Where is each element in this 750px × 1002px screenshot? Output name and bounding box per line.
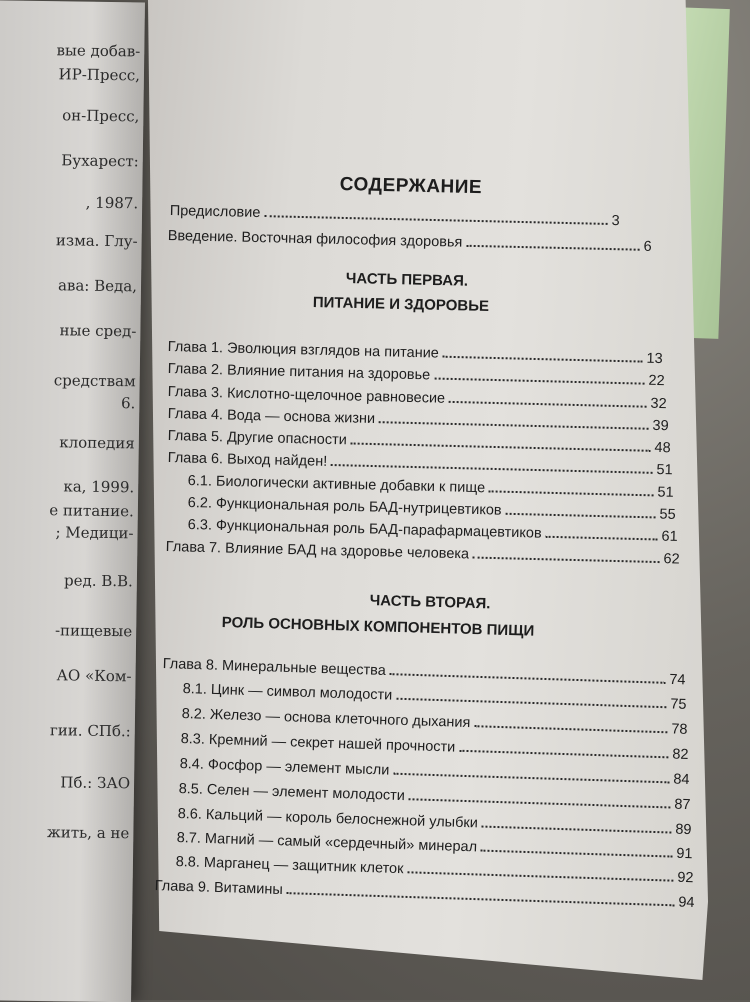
toc-entry-label: 8.7. Магний — самый «сердечный» минерал xyxy=(176,829,478,856)
toc-entry-label: 6.1. Биологически активные добавки к пище xyxy=(187,472,486,497)
toc-entry-label: 6.3. Функциональная роль БАД-парафармацевтиков xyxy=(187,516,542,542)
left-page-line: е питание. xyxy=(49,501,135,521)
toc-page-number: 13 xyxy=(646,350,663,368)
dot-leader xyxy=(505,502,655,519)
toc-page-number: 91 xyxy=(676,845,693,863)
dot-leader xyxy=(443,345,643,363)
left-page-line: 6. xyxy=(120,394,136,413)
left-page-line: Пб.: ЗАО xyxy=(60,773,131,793)
toc-page-number: 51 xyxy=(657,484,674,501)
dot-leader xyxy=(473,546,660,564)
toc-entry-label: Глава 5. Другие опасности xyxy=(167,427,347,449)
dot-leader xyxy=(407,860,673,881)
toc-entry-label: 8.2. Железо — основа клеточного дыхания xyxy=(181,705,471,732)
toc-entry-label: 6.2. Функциональная роль БАД-нутрицевтиков xyxy=(187,494,502,519)
toc-page-number: 22 xyxy=(648,372,665,390)
toc-entry-intro xyxy=(168,227,652,258)
left-page-line: ИР-Пресс, xyxy=(58,65,141,85)
toc-page-number: 6 xyxy=(643,238,652,255)
toc-page-number: 62 xyxy=(663,551,680,568)
left-page-line: ка, 1999. xyxy=(63,477,135,497)
dot-leader xyxy=(449,390,647,408)
toc-entry-label: 8.1. Цинк — символ молодости xyxy=(182,680,393,704)
toc-page-number: 75 xyxy=(670,696,687,713)
toc-page-number: 92 xyxy=(677,869,694,887)
left-page-line: ные сред- xyxy=(59,321,137,341)
toc-page-number: 3 xyxy=(611,213,620,230)
toc-page-number: 55 xyxy=(659,506,676,523)
dot-leader xyxy=(489,479,654,496)
toc-page-number: 48 xyxy=(654,439,671,457)
dot-leader xyxy=(546,525,658,541)
left-page-line: клопедия xyxy=(59,433,135,453)
left-page-line: ава: Веда, xyxy=(57,276,138,296)
toc-entry-label: Глава 9. Витамины xyxy=(154,877,284,899)
toc-entry-label: Глава 2. Влияние питания на здоровье xyxy=(167,360,431,384)
dot-leader xyxy=(459,739,668,759)
toc-entry-label: Глава 3. Кислотно-щелочное равновесие xyxy=(167,383,446,407)
toc-entry-label: 8.6. Кальций — король белоснежной улыбки xyxy=(177,805,479,832)
part1-heading: ЧАСТЬ ПЕРВАЯ. xyxy=(345,270,469,290)
toc-entry-label: Глава 4. Вода — основа жизни xyxy=(167,405,376,428)
dot-leader xyxy=(482,815,672,834)
dot-leader xyxy=(434,367,645,385)
toc-entry-label: Предисловие xyxy=(169,202,261,222)
toc-entry-label: 8.3. Кремний — секрет нашей прочности xyxy=(180,730,456,756)
toc-page-number: 84 xyxy=(673,771,690,789)
left-page-line: он-Пресс, xyxy=(62,106,140,126)
dot-leader xyxy=(481,839,673,858)
dot-leader xyxy=(393,762,669,784)
toc-page-number: 89 xyxy=(675,821,692,839)
part2-subtitle: РОЛЬ ОСНОВНЫХ КОМПОНЕНТОВ ПИЩИ xyxy=(221,614,535,640)
left-page-line: ; Медици- xyxy=(55,523,134,543)
left-page-line: изма. Глу- xyxy=(55,231,138,251)
dot-leader xyxy=(390,662,666,684)
toc-page-number: 74 xyxy=(669,671,686,689)
dot-leader xyxy=(474,714,667,733)
toc-entry-label: Глава 6. Выход найден! xyxy=(167,449,328,470)
toc-page-number: 94 xyxy=(678,894,695,911)
dot-leader xyxy=(264,204,608,225)
dot-leader xyxy=(396,687,666,708)
toc-title: СОДЕРЖАНИЕ xyxy=(339,174,483,199)
toc-entry-label: Введение. Восточная философия здоровья xyxy=(167,227,463,251)
left-page-line: -пищевые xyxy=(54,621,133,641)
toc-entry-label: 8.8. Марганец — защитник клеток xyxy=(175,853,404,878)
toc-page-number: 32 xyxy=(650,395,667,413)
toc-entry-label: 8.5. Селен — элемент молодости xyxy=(178,780,406,805)
left-page-line: средствам xyxy=(53,371,136,391)
toc-entry-label: 8.4. Фосфор — элемент мысли xyxy=(179,755,390,779)
left-page-line: Бухарест: xyxy=(61,151,139,171)
toc-entry-label: Глава 7. Влияние БАД на здоровье человека xyxy=(165,538,470,563)
left-page-line: жить, а не xyxy=(46,823,130,843)
part2-heading: ЧАСТЬ ВТОРАЯ. xyxy=(369,592,491,613)
toc-page-number: 61 xyxy=(661,528,678,545)
toc-entry-label: Глава 8. Минеральные вещества xyxy=(162,655,387,680)
part1-subtitle: ПИТАНИЕ И ЗДОРОВЬЕ xyxy=(312,294,490,315)
toc-page-number: 39 xyxy=(652,417,669,435)
left-page-line: АО «Ком- xyxy=(56,666,132,686)
left-page-line: гии. СПб.: xyxy=(49,721,131,741)
toc-entry-label: Глава 1. Эволюция взглядов на питание xyxy=(167,338,440,362)
toc-page-number: 82 xyxy=(672,746,689,763)
toc-page-number: 51 xyxy=(656,461,673,479)
dot-leader xyxy=(466,234,640,251)
left-page-line: вые добав- xyxy=(56,41,141,61)
left-page-line: ред. В.В. xyxy=(63,571,134,591)
toc-page-number: 87 xyxy=(674,796,691,814)
toc-page-number: 78 xyxy=(671,721,688,738)
left-page-line: , 1987. xyxy=(85,193,139,213)
dot-leader xyxy=(409,787,671,808)
